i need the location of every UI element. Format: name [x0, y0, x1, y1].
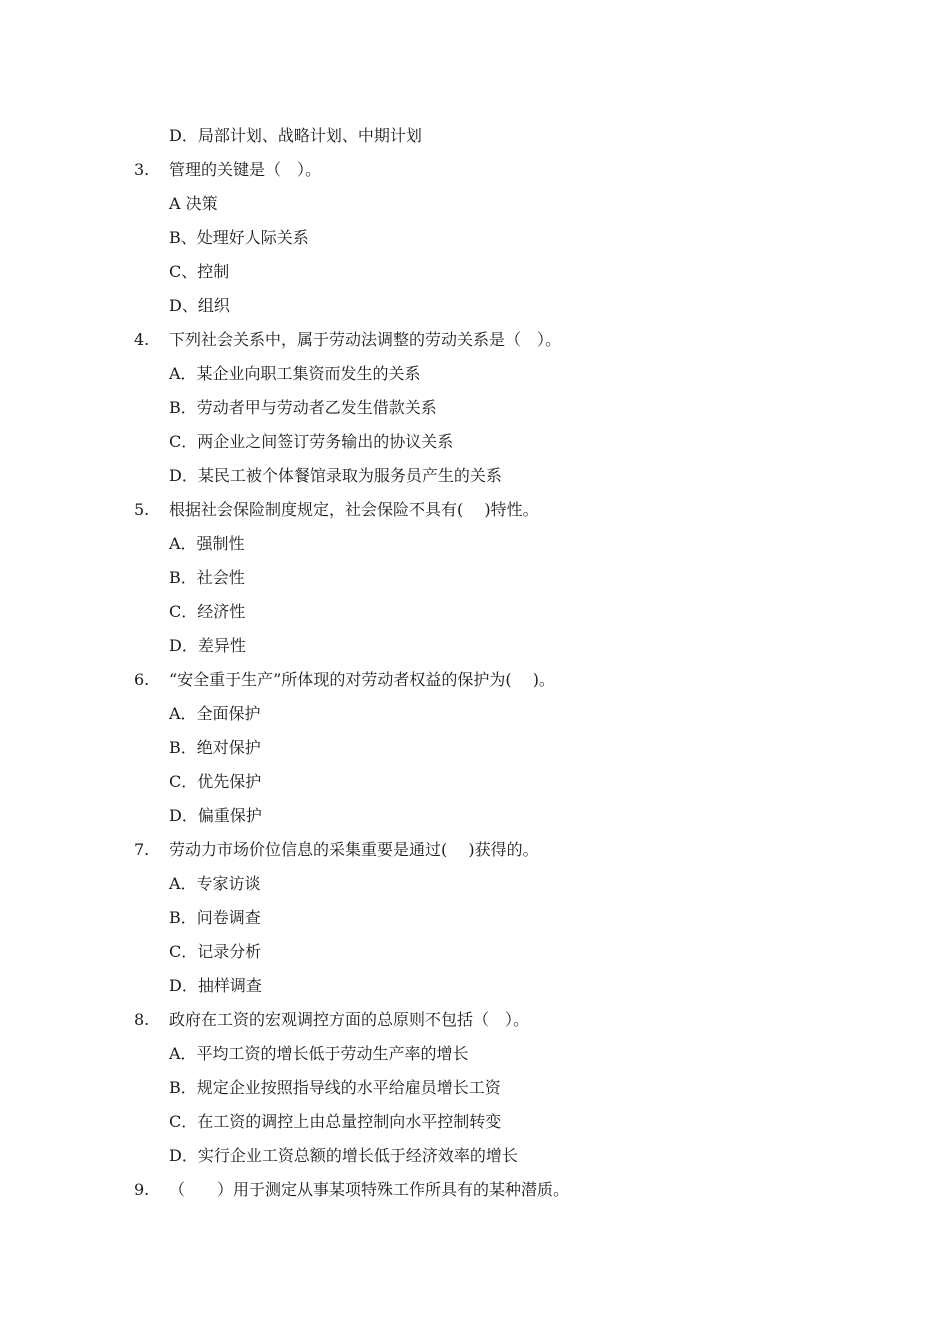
question-number: 6. — [134, 670, 150, 689]
option-line — [0, 1105, 950, 1139]
question-stem: 政府在工资的宏观调控方面的总原则不包括（ ）。 — [169, 1010, 530, 1029]
option-line — [0, 425, 950, 459]
question-line — [0, 833, 950, 867]
option-text: A．全面保护 — [169, 704, 261, 723]
option-line — [0, 765, 950, 799]
question-stem: 下列社会关系中，属于劳动法调整的劳动关系是（ ）。 — [169, 330, 562, 349]
option-line — [0, 1071, 950, 1105]
question-stem: “安全重于生产”所体现的对劳动者权益的保护为( )。 — [169, 670, 555, 689]
option-text: B．规定企业按照指导线的水平给雇员增长工资 — [169, 1078, 501, 1097]
option-line — [0, 697, 950, 731]
option-text: B．劳动者甲与劳动者乙发生借款关系 — [169, 398, 437, 417]
option-text: B．绝对保护 — [169, 738, 261, 757]
option-line — [0, 867, 950, 901]
option-text: A．某企业向职工集资而发生的关系 — [169, 364, 421, 383]
option-text: C、控制 — [169, 262, 230, 281]
question-number: 8. — [134, 1010, 150, 1029]
question-stem: 管理的关键是（ ）。 — [169, 160, 322, 179]
option-text: C．记录分析 — [169, 942, 262, 961]
option-text: B、处理好人际关系 — [169, 228, 309, 247]
option-line — [0, 969, 950, 1003]
option-line — [0, 1139, 950, 1173]
option-line — [0, 1037, 950, 1071]
question-line — [0, 663, 950, 697]
option-line — [0, 629, 950, 663]
question-number: 3. — [134, 160, 150, 179]
option-text: D．局部计划、战略计划、中期计划 — [169, 126, 422, 145]
option-text: D．偏重保护 — [169, 806, 262, 825]
option-line — [0, 221, 950, 255]
option-text: D．某民工被个体餐馆录取为服务员产生的关系 — [169, 466, 502, 485]
option-text: C．两企业之间签订劳务输出的协议关系 — [169, 432, 454, 451]
option-text: D．抽样调查 — [169, 976, 262, 995]
option-line — [0, 731, 950, 765]
option-text: A．平均工资的增长低于劳动生产率的增长 — [169, 1044, 469, 1063]
option-line — [0, 901, 950, 935]
option-text: B．问卷调查 — [169, 908, 261, 927]
option-line — [0, 459, 950, 493]
option-text: C．优先保护 — [169, 772, 262, 791]
option-text: A．强制性 — [169, 534, 245, 553]
option-text: A 决策 — [169, 194, 218, 213]
option-text: A．专家访谈 — [169, 874, 261, 893]
option-text: B．社会性 — [169, 568, 245, 587]
option-text: C．经济性 — [169, 602, 246, 621]
option-line — [0, 595, 950, 629]
option-line — [0, 119, 950, 153]
question-number: 9. — [134, 1180, 150, 1199]
option-line — [0, 935, 950, 969]
question-stem: 根据社会保险制度规定，社会保险不具有( )特性。 — [169, 500, 539, 519]
option-line — [0, 561, 950, 595]
question-number: 7. — [134, 840, 150, 859]
option-line — [0, 255, 950, 289]
option-text: C．在工资的调控上由总量控制向水平控制转变 — [169, 1112, 502, 1131]
question-line — [0, 153, 950, 187]
option-line — [0, 527, 950, 561]
option-line — [0, 391, 950, 425]
question-stem: 劳动力市场价位信息的采集重要是通过( )获得的。 — [169, 840, 539, 859]
question-number: 5. — [134, 500, 150, 519]
question-number: 4. — [134, 330, 150, 349]
option-line — [0, 799, 950, 833]
document-page — [0, 119, 950, 1207]
question-line — [0, 323, 950, 357]
question-line — [0, 1003, 950, 1037]
option-line — [0, 187, 950, 221]
option-line — [0, 357, 950, 391]
option-text: D、组织 — [169, 296, 230, 315]
question-line — [0, 493, 950, 527]
option-line — [0, 289, 950, 323]
option-text: D．实行企业工资总额的增长低于经济效率的增长 — [169, 1146, 518, 1165]
option-text: D．差异性 — [169, 636, 246, 655]
question-stem: （ ）用于测定从事某项特殊工作所具有的某种潜质。 — [169, 1180, 570, 1199]
question-line — [0, 1173, 950, 1207]
